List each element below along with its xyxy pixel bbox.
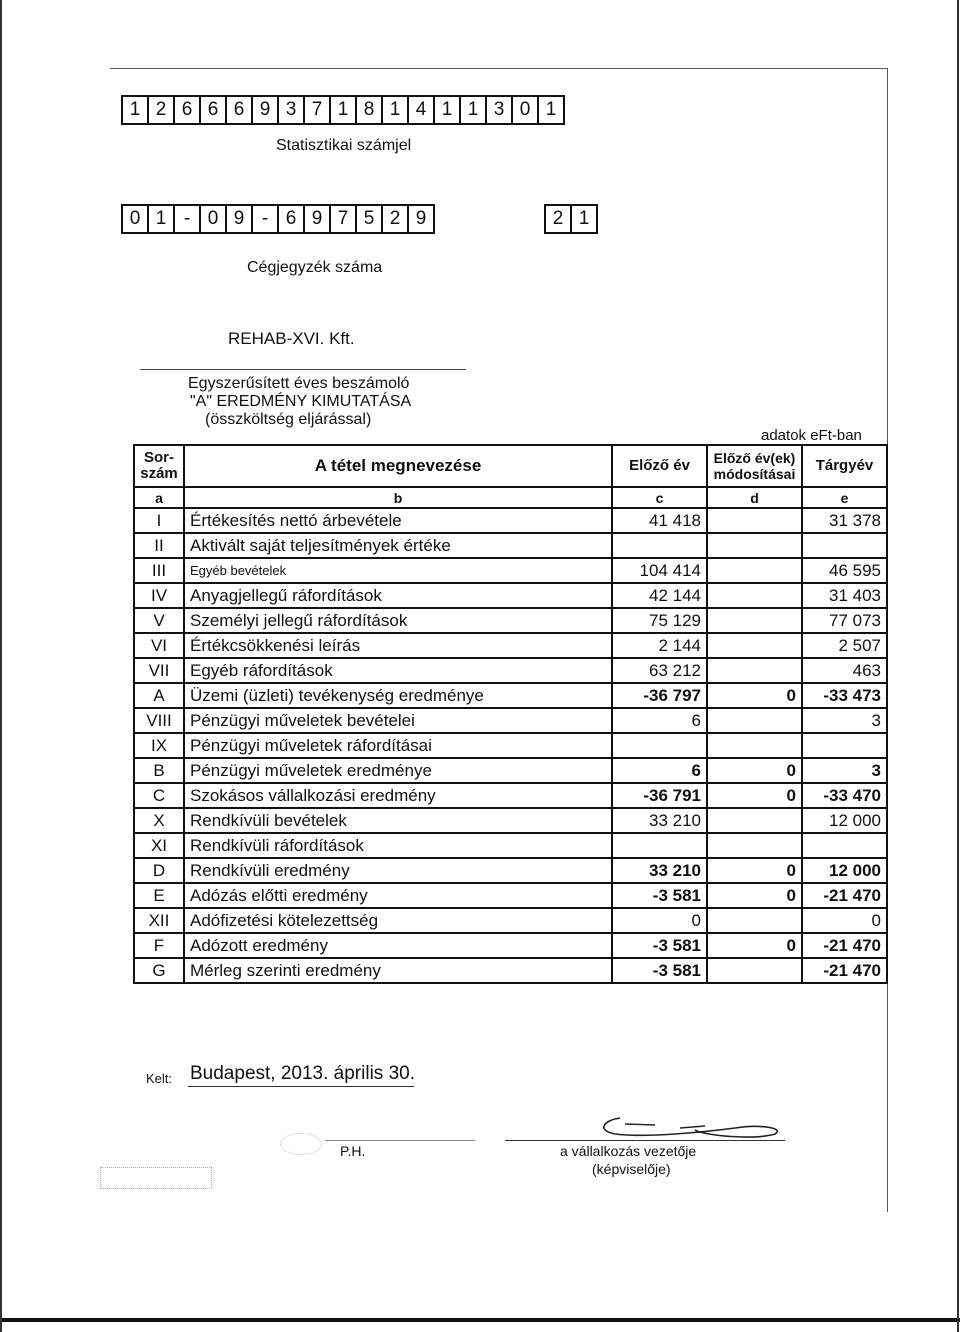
row-prev: 63 212 (612, 658, 707, 683)
reg-number-boxes (121, 204, 435, 234)
table-row (134, 958, 887, 983)
table-row (134, 608, 887, 633)
table-row (134, 883, 887, 908)
table-row (134, 683, 887, 708)
row-code: IX (134, 733, 184, 758)
row-prev: -3 581 (612, 883, 707, 908)
row-item: Rendkívüli eredmény (184, 858, 612, 883)
row-mod: 0 (707, 758, 802, 783)
row-code: V (134, 608, 184, 633)
digit-box: 6 (279, 206, 305, 232)
digit-box: 1 (123, 97, 149, 123)
digit-box: 1 (331, 97, 357, 123)
row-curr: 3 (802, 758, 887, 783)
table-row (134, 533, 887, 558)
row-code: A (134, 683, 184, 708)
table-row (134, 633, 887, 658)
signature (585, 1110, 795, 1140)
row-code: I (134, 508, 184, 533)
row-mod (707, 583, 802, 608)
header-code: Sor- szám (134, 445, 184, 487)
dated-value: Budapest, 2013. április 30. (190, 1063, 415, 1084)
digit-box: 4 (409, 97, 435, 123)
row-prev: 41 418 (612, 508, 707, 533)
row-prev: 75 129 (612, 608, 707, 633)
row-prev: -36 797 (612, 683, 707, 708)
row-mod (707, 808, 802, 833)
row-item: Adófizetési kötelezettség (184, 908, 612, 933)
row-curr: -21 470 (802, 883, 887, 908)
digit-box: 1 (383, 97, 409, 123)
row-mod: 0 (707, 683, 802, 708)
table-header-row (134, 445, 887, 487)
digit-box: 2 (383, 206, 409, 232)
report-title-line2: "A" EREDMÉNY KIMUTATÁSA (190, 393, 412, 410)
row-item: Szokásos vállalkozási eredmény (184, 783, 612, 808)
row-curr (802, 533, 887, 558)
row-item: Egyéb ráfordítások (184, 658, 612, 683)
digit-box: 2 (546, 206, 572, 232)
table-row (134, 733, 887, 758)
row-code: XI (134, 833, 184, 858)
row-prev: 33 210 (612, 808, 707, 833)
row-item: Rendkívüli bevételek (184, 808, 612, 833)
digit-box: 6 (227, 97, 253, 123)
row-item: Üzemi (üzleti) tevékenység eredménye (184, 683, 612, 708)
digit-box: 6 (175, 97, 201, 123)
row-item: Aktivált saját teljesítmények értéke (184, 533, 612, 558)
stat-number-boxes (121, 95, 565, 125)
row-mod (707, 658, 802, 683)
table-row (134, 708, 887, 733)
frame-right-edge (957, 0, 959, 1332)
digit-box: - (175, 206, 201, 232)
row-curr: 0 (802, 908, 887, 933)
row-code: C (134, 783, 184, 808)
digit-box: 0 (123, 206, 149, 232)
row-prev: 33 210 (612, 858, 707, 883)
letter-d: d (707, 487, 802, 508)
row-mod (707, 908, 802, 933)
row-curr: 31 403 (802, 583, 887, 608)
row-prev (612, 733, 707, 758)
digit-box: 9 (305, 206, 331, 232)
table-row (134, 933, 887, 958)
digit-box: - (253, 206, 279, 232)
digit-box: 1 (545, 99, 557, 120)
row-prev: 0 (612, 908, 707, 933)
signature-line (505, 1140, 785, 1141)
row-item: Pénzügyi műveletek bevételei (184, 708, 612, 733)
row-prev: 6 (612, 758, 707, 783)
row-curr (802, 833, 887, 858)
signer-line1: a vállalkozás vezetője (560, 1143, 697, 1159)
row-code: G (134, 958, 184, 983)
row-curr: 31 378 (802, 508, 887, 533)
row-mod (707, 633, 802, 658)
row-item: Anyagjellegű ráfordítások (184, 583, 612, 608)
unit-note: adatok eFt-ban (761, 427, 862, 444)
row-mod (707, 508, 802, 533)
row-prev: 104 414 (612, 558, 707, 583)
stamp-label: P.H. (340, 1143, 366, 1159)
digit-box: 1 (149, 206, 175, 232)
row-item: Értékesítés nettó árbevétele (184, 508, 612, 533)
row-prev: 6 (612, 708, 707, 733)
row-curr: 2 507 (802, 633, 887, 658)
digit-box: 7 (331, 206, 357, 232)
row-mod: 0 (707, 783, 802, 808)
row-curr: 12 000 (802, 858, 887, 883)
row-code: III (134, 558, 184, 583)
row-mod (707, 533, 802, 558)
digit-box: 9 (415, 208, 427, 229)
frame-top (110, 68, 888, 69)
row-mod: 0 (707, 883, 802, 908)
row-item: Pénzügyi műveletek eredménye (184, 758, 612, 783)
row-curr (802, 733, 887, 758)
row-code: B (134, 758, 184, 783)
frame-left-edge (0, 0, 2, 1332)
reg-number-caption: Cégjegyzék száma (247, 259, 383, 276)
digit-box: 2 (149, 97, 175, 123)
table-row (134, 558, 887, 583)
row-prev (612, 533, 707, 558)
row-mod: 0 (707, 858, 802, 883)
dated-underline (188, 1086, 414, 1087)
row-curr: -21 470 (802, 958, 887, 983)
header-mod: Előző év(ek) módosításai (707, 445, 802, 487)
stamp-mark (280, 1133, 322, 1155)
row-mod (707, 558, 802, 583)
row-item: Mérleg szerinti eredmény (184, 958, 612, 983)
table-row (134, 508, 887, 533)
row-mod (707, 733, 802, 758)
digit-box: 1 (578, 208, 590, 229)
digit-box: 0 (201, 206, 227, 232)
stamp-line (325, 1140, 475, 1141)
row-item: Rendkívüli ráfordítások (184, 833, 612, 858)
digit-box: 1 (461, 97, 487, 123)
header-prev: Előző év (612, 445, 707, 487)
row-mod: 0 (707, 933, 802, 958)
row-curr: -33 473 (802, 683, 887, 708)
digit-box: 9 (253, 97, 279, 123)
reg-number-extra-boxes (544, 204, 598, 234)
table-row (134, 858, 887, 883)
row-curr: 46 595 (802, 558, 887, 583)
row-code: E (134, 883, 184, 908)
digit-box: 3 (487, 97, 513, 123)
row-item: Egyéb bevételek (184, 558, 612, 583)
signer-line2: (képviselője) (592, 1161, 671, 1177)
row-code: VIII (134, 708, 184, 733)
row-code: VI (134, 633, 184, 658)
row-mod (707, 958, 802, 983)
letter-b: b (184, 487, 612, 508)
table-row (134, 583, 887, 608)
row-item: Személyi jellegű ráfordítások (184, 608, 612, 633)
digit-box: 5 (357, 206, 383, 232)
row-curr: -33 470 (802, 783, 887, 808)
letter-e: e (802, 487, 887, 508)
income-statement-table (133, 444, 888, 984)
table-row (134, 783, 887, 808)
table-row (134, 808, 887, 833)
row-curr: 77 073 (802, 608, 887, 633)
digit-box: 8 (357, 97, 383, 123)
table-row (134, 758, 887, 783)
table-row (134, 908, 887, 933)
row-code: II (134, 533, 184, 558)
row-prev (612, 833, 707, 858)
table-row (134, 833, 887, 858)
table-row (134, 658, 887, 683)
digit-box: 6 (201, 97, 227, 123)
row-mod (707, 708, 802, 733)
table-letter-row (134, 487, 887, 508)
row-prev: -36 791 (612, 783, 707, 808)
letter-c: c (612, 487, 707, 508)
row-code: VII (134, 658, 184, 683)
letter-a: a (134, 487, 184, 508)
dated-label: Kelt: (146, 1071, 173, 1086)
digit-box: 7 (305, 97, 331, 123)
row-curr: 463 (802, 658, 887, 683)
row-mod (707, 833, 802, 858)
row-curr: 12 000 (802, 808, 887, 833)
row-item: Adózás előtti eredmény (184, 883, 612, 908)
row-code: IV (134, 583, 184, 608)
digit-box: 1 (435, 97, 461, 123)
header-item: A tétel megnevezése (184, 445, 612, 487)
stat-number-caption: Statisztikai számjel (276, 137, 412, 154)
header-curr: Tárgyév (802, 445, 887, 487)
row-prev: 2 144 (612, 633, 707, 658)
row-prev: 42 144 (612, 583, 707, 608)
row-item: Értékcsökkenési leírás (184, 633, 612, 658)
row-curr: -21 470 (802, 933, 887, 958)
company-name-underline (140, 369, 466, 370)
row-prev: -3 581 (612, 958, 707, 983)
company-name: REHAB-XVI. Kft. (228, 329, 355, 348)
digit-box: 3 (279, 97, 305, 123)
digit-box: 0 (513, 97, 539, 123)
row-item: Pénzügyi műveletek ráfordításai (184, 733, 612, 758)
row-item: Adózott eredmény (184, 933, 612, 958)
report-title-line3: (összköltség eljárással) (205, 411, 372, 428)
frame-bottom (0, 1318, 960, 1322)
row-code: D (134, 858, 184, 883)
row-mod (707, 608, 802, 633)
row-code: X (134, 808, 184, 833)
report-title-line1: Egyszerűsített éves beszámoló (188, 375, 410, 392)
row-curr: 3 (802, 708, 887, 733)
row-code: XII (134, 908, 184, 933)
corner-stamp-mark (100, 1167, 212, 1189)
digit-box: 9 (227, 206, 253, 232)
row-code: F (134, 933, 184, 958)
row-prev: -3 581 (612, 933, 707, 958)
